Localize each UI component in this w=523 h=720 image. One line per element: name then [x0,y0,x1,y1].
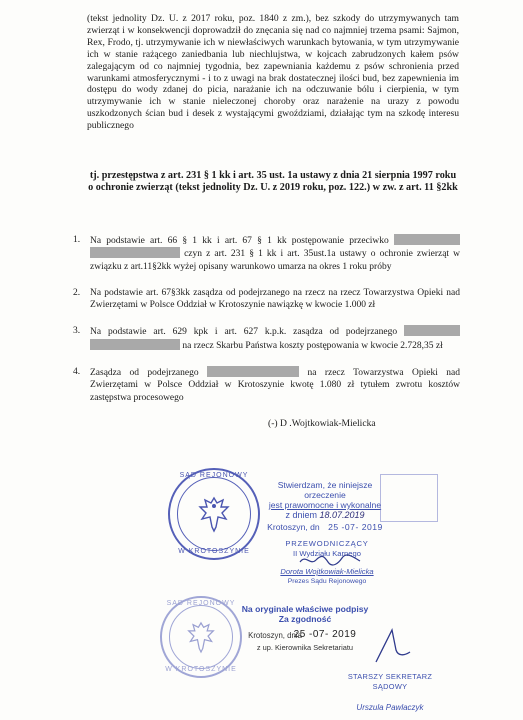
seal-top-text: SĄD REJONOWY [166,600,236,607]
handwritten-signature-icon [298,552,368,568]
court-seal-faded [160,596,242,678]
conformity-stamp [240,604,370,653]
redaction-box [207,366,299,377]
secretary-title: STARSZY SEKRETARZ SĄDOWY [347,672,433,691]
intro-paragraph: (tekst jednolity Dz. U. z 2017 roku, poz. 1840 z zm.), bez szkody do utrzymywanych tam zwierząt i w konsekwencji doprowadził do znęcania się nad co najmniej trzema psami: Sajmon, Rex, Frodo, tj. utrzymywanie ich w niewłaściwych warunkach bytowania, w tym utrzymywanie ich w stanie rażącego zaniedbania lub niechlujstwa, w kojcach zabrudzonych kałem psów zalegającym od co najmniej tygodnia, bez zapewniania każdemu z psów schronienia przed warunkami atmosferycznymi - i to z uwagi na brak dostatecznej ilości bud, bez zapewnienia im dostępu do wody zdanej do picia, narażanie ich na odczuwanie bólu i cierpienia, w tym utrzymywanie ich w stanie nieleczonej choroby oraz narażenie na urazy z powodu uszkodzonych ścian bud i desek z wystającymi gwoździami, działając tym na szkodę interesu publicznego [87,13,459,132]
orig-city: Krotoszyn, dnia [248,630,302,640]
certification-stamp [262,480,388,532]
item-text-part-b: na rzecz Skarbu Państwa koszty postępowania w kwocie 2.728,35 zł [182,340,443,351]
cert-handwritten-date: 18.07.2019 [319,510,365,520]
cert-line-3 [262,510,388,520]
seal-bottom-text: W KROTOSZYNIE [178,548,250,555]
cert-date-prefix: z dniem [285,510,317,520]
secretary-name: Urszula Pawlaczyk [356,703,424,712]
handwritten-signature-icon [370,626,420,666]
item-number: 2. [73,287,81,298]
item-number: 4. [73,367,81,378]
orig-date: 25 -07- 2019 [293,629,357,641]
item-text-part-a: Na podstawie art. 629 kpk i art. 627 k.p.k. zasądza od podejrzanego [90,327,398,338]
judge-signature: (-) D .Wojtkowiak-Mielicka [268,418,376,429]
seal-top-text: SĄD REJONOWY [179,472,249,479]
offense-heading: tj. przestępstwa z art. 231 § 1 kk i art. 35 ust. 1a ustawy z dnia 21 sierpnia 1997 roku o ochronie zwierząt (tekst jednolity Dz. U. z 2019 roku, poz. 122.) w zw. z art. 11 §2kk [88,170,458,194]
ruling-item-4 [68,366,460,404]
item-text: Na podstawie art. 67§3kk zasądza od podejrzanego na rzecz na rzecz Towarzystwa Opieki nad Zwierzętami w Polsce Oddział w Krotoszynie nawiązkę w kwocie 1.000 zł [90,287,460,311]
ruling-item-1 [68,234,460,273]
court-seal [168,468,260,560]
office-line-1: PRZEWODNICZĄCY [285,539,369,548]
eagle-emblem-icon [186,620,216,654]
orig-line-3: z up. Kierownika Sekretariatu [256,642,354,652]
redaction-box [90,339,180,350]
item-number: 1. [73,235,81,245]
redaction-box [90,247,180,258]
cert-city: Krotoszyn, dn [267,522,320,532]
office-line-4: Prezes Sądu Rejonowego [287,577,367,585]
office-line-3: Dorota Wojtkowiak-Mielicka [280,567,374,576]
ruling-item-3 [68,325,460,352]
orig-line-1: Na oryginale właściwe podpisy [241,604,369,614]
cert-line-1: Stwierdzam, że niniejsze orzeczenie [277,480,373,500]
secretary-stamp [330,672,450,713]
item-text-part-a: Na podstawie art. 66 § 1 kk i art. 67 § 1 kk postępowanie przeciwko [90,236,389,246]
item-text-part-a: Zasądza od podejrzanego [90,368,199,379]
cert-date-box [380,474,438,522]
orig-line-2: Za zgodność [278,614,332,625]
cert-line-2: jest prawomocne i wykonalne [268,500,382,510]
item-number: 3. [73,326,81,337]
cert-stamp-date: 25 -07- 2019 [328,522,383,532]
seal-bottom-text: W KROTOSZYNIE [165,666,237,673]
redaction-box [404,325,460,336]
office-line-2: II Wydziału Karnego [293,548,361,558]
item-text-part-b: czyn z art. 231 § 1 kk i art. 35ust.1a ustawy o ochronie zwierząt w związku z art.11§2kk wyżej opisany warunkowo umarza na okres 1 roku próby [90,249,461,272]
eagle-emblem-icon [197,495,231,533]
ruling-list [68,234,460,418]
cert-city-line [262,522,388,532]
ruling-item-2 [68,287,460,312]
redaction-box [394,234,460,245]
item-text-part-b: na rzecz Towarzystwa Opieki nad Zwierzętami w Polsce Oddział w Krotoszynie kwotę 1.080 zł tytułem zwrotu kosztów zastępstwa procesowego [90,368,461,403]
